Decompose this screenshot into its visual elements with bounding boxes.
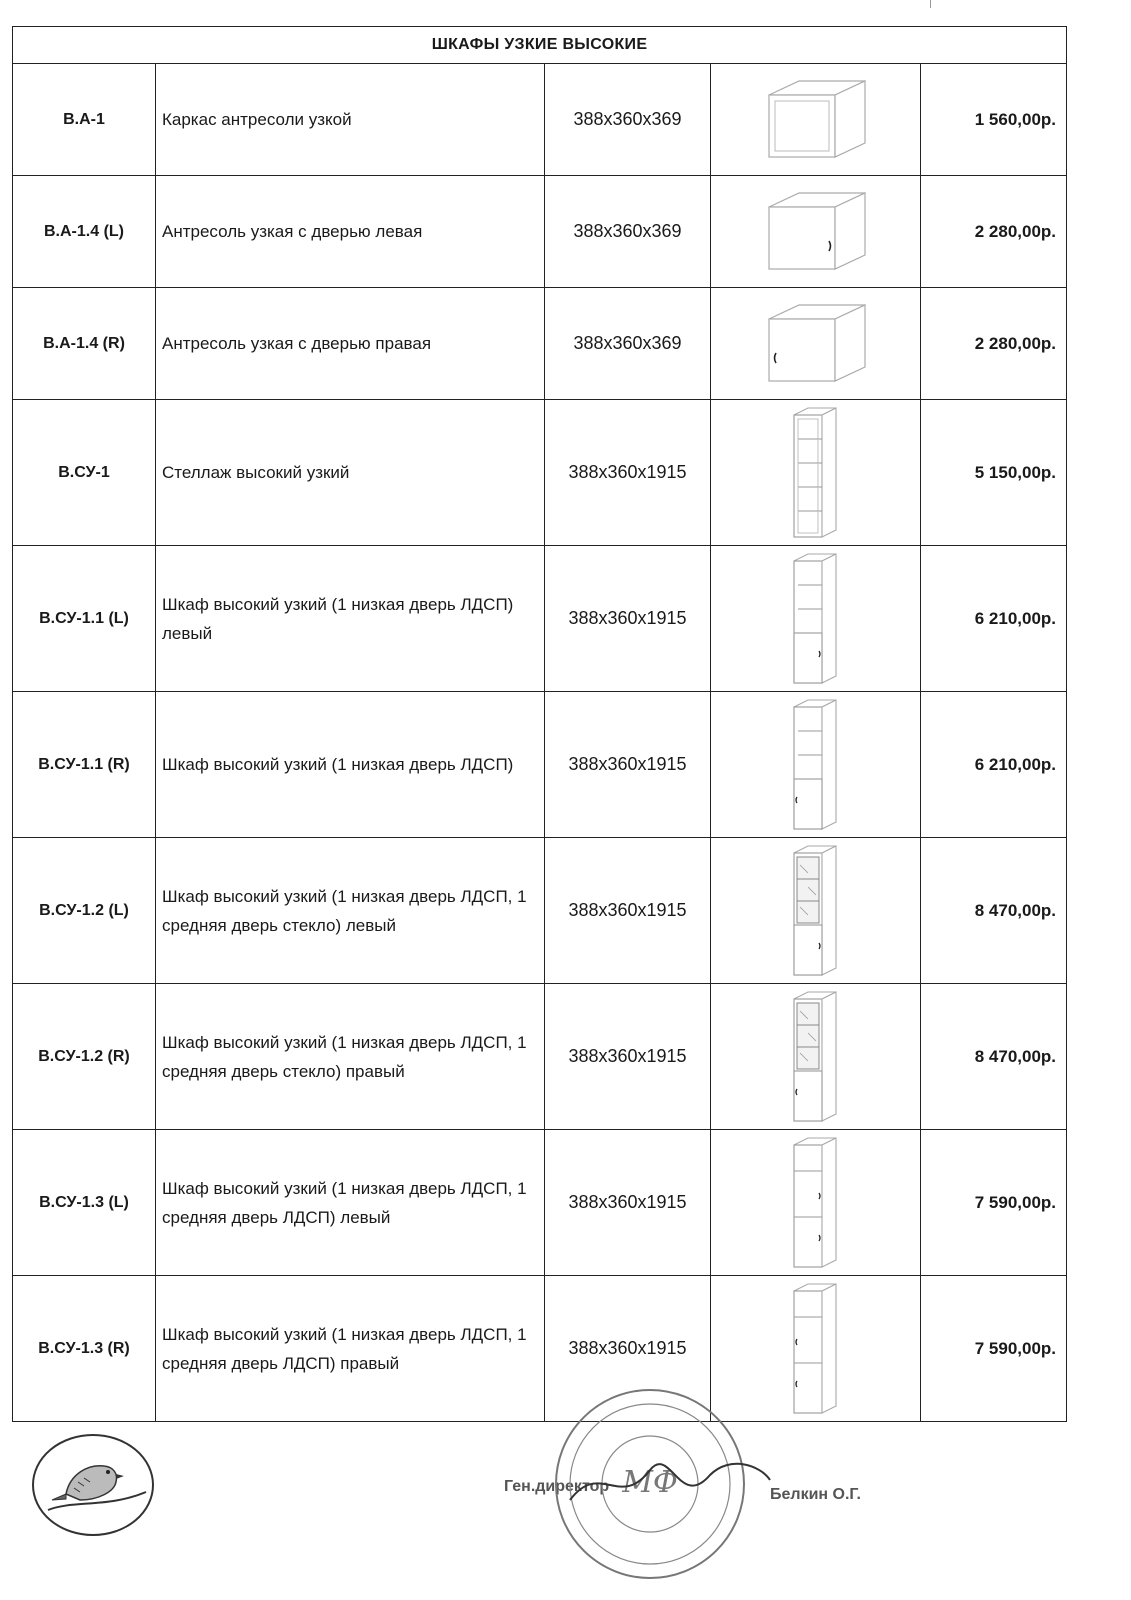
item-code: В.А-1.4 (R) [13,288,156,400]
item-name: Шкаф высокий узкий (1 низкая дверь ЛДСП, 1 средняя дверь ЛДСП) левый [156,1130,545,1276]
table-row [13,400,1067,546]
table-row [13,176,1067,288]
item-code: В.СУ-1.2 (L) [13,838,156,984]
signature-icon [560,1440,780,1520]
item-dims: 388х360х369 [545,288,711,400]
table-row [13,1276,1067,1422]
tall-cabinet-two-doors-right-icon [786,1281,846,1417]
item-image [711,288,921,400]
item-name: Шкаф высокий узкий (1 низкая дверь ЛДСП) левый [156,546,545,692]
box-door-left-icon [761,187,871,277]
item-name: Стеллаж высокий узкий [156,400,545,546]
item-code: В.А-1 [13,64,156,176]
tall-shelf-icon [786,405,846,541]
bird-emblem-icon [28,1430,158,1540]
item-code: В.А-1.4 (L) [13,176,156,288]
item-image [711,984,921,1130]
item-image [711,1130,921,1276]
item-price: 2 280,00р. [921,176,1067,288]
item-name: Шкаф высокий узкий (1 низкая дверь ЛДСП) [156,692,545,838]
item-dims: 388х360х1915 [545,546,711,692]
item-code: В.СУ-1.2 (R) [13,984,156,1130]
item-name: Шкаф высокий узкий (1 низкая дверь ЛДСП, 1 средняя дверь ЛДСП) правый [156,1276,545,1422]
item-dims: 388х360х1915 [545,692,711,838]
item-name: Антресоль узкая с дверью правая [156,288,545,400]
item-code: В.СУ-1.3 (L) [13,1130,156,1276]
item-name: Шкаф высокий узкий (1 низкая дверь ЛДСП, 1 средняя дверь стекло) левый [156,838,545,984]
open-box-icon [761,75,871,165]
item-price: 7 590,00р. [921,1276,1067,1422]
table-row [13,546,1067,692]
table-title-row [13,27,1067,64]
footer [0,1430,1131,1600]
item-dims: 388х360х1915 [545,838,711,984]
scan-mark [930,0,931,8]
item-price: 8 470,00р. [921,838,1067,984]
item-price: 6 210,00р. [921,692,1067,838]
tall-cabinet-two-doors-left-icon [786,1135,846,1271]
item-name: Каркас антресоли узкой [156,64,545,176]
item-price: 8 470,00р. [921,984,1067,1130]
box-door-right-icon [761,299,871,389]
item-code: В.СУ-1 [13,400,156,546]
table-row [13,288,1067,400]
item-code: В.СУ-1.1 (L) [13,546,156,692]
table-row [13,1130,1067,1276]
tall-cabinet-glass-left-icon [786,843,846,979]
item-dims: 388х360х1915 [545,984,711,1130]
item-price: 6 210,00р. [921,546,1067,692]
item-price: 7 590,00р. [921,1130,1067,1276]
table-title: ШКАФЫ УЗКИЕ ВЫСОКИЕ [13,27,1067,64]
item-dims: 388х360х369 [545,64,711,176]
item-dims: 388х360х1915 [545,1130,711,1276]
item-price: 5 150,00р. [921,400,1067,546]
item-image [711,838,921,984]
table-row [13,984,1067,1130]
item-code: В.СУ-1.1 (R) [13,692,156,838]
item-dims: 388х360х369 [545,176,711,288]
tall-cabinet-glass-right-icon [786,989,846,1125]
signature-label: Ген.директор [504,1478,610,1495]
svg-text:МФ: МФ [622,1465,678,1500]
item-dims: 388х360х1915 [545,400,711,546]
table-row [13,838,1067,984]
item-price: 1 560,00р. [921,64,1067,176]
item-dims: 388х360х1915 [545,1276,711,1422]
item-name: Антресоль узкая с дверью левая [156,176,545,288]
tall-cabinet-low-door-left-icon [786,551,846,687]
item-image [711,546,921,692]
item-name: Шкаф высокий узкий (1 низкая дверь ЛДСП, 1 средняя дверь стекло) правый [156,984,545,1130]
tall-cabinet-low-door-right-icon [786,697,846,833]
table-row [13,64,1067,176]
item-image [711,64,921,176]
table-row [13,692,1067,838]
item-code: В.СУ-1.3 (R) [13,1276,156,1422]
price-table [12,26,1067,1422]
item-image [711,176,921,288]
item-image [711,692,921,838]
item-image [711,400,921,546]
signature-name: Белкин О.Г. [770,1486,861,1503]
item-price: 2 280,00р. [921,288,1067,400]
